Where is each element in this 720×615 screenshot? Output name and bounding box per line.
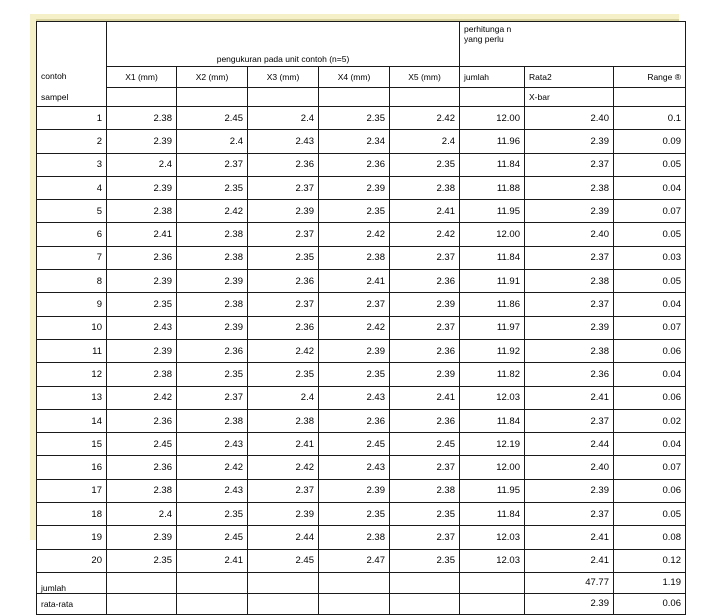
cell-x2: 2.38 <box>177 409 248 432</box>
cell-x5: 2.39 <box>390 363 460 386</box>
cell-x2: 2.35 <box>177 176 248 199</box>
cell-sample-no: 6 <box>37 223 107 246</box>
top-accent-bar <box>33 14 679 19</box>
footer-jumlah-label: jumlah <box>37 572 107 593</box>
table-row <box>37 153 686 176</box>
cell-x4: 2.36 <box>319 409 390 432</box>
cell-x3: 2.45 <box>248 549 319 572</box>
table-row <box>37 107 686 130</box>
cell-x1: 2.4 <box>107 153 177 176</box>
cell-x1: 2.39 <box>107 130 177 153</box>
cell-x1: 2.43 <box>107 316 177 339</box>
cell-x4: 2.45 <box>319 433 390 456</box>
cell-x3: 2.36 <box>248 153 319 176</box>
header-row-xbar <box>37 88 686 107</box>
cell-x4: 2.35 <box>319 107 390 130</box>
cell-range: 0.05 <box>614 223 686 246</box>
cell-jumlah: 12.00 <box>460 223 525 246</box>
cell-range: 0.06 <box>614 386 686 409</box>
cell-x4: 2.39 <box>319 339 390 362</box>
cell-jumlah: 12.00 <box>460 107 525 130</box>
cell-sample-no: 14 <box>37 409 107 432</box>
cell-range: 0.07 <box>614 316 686 339</box>
header-contoh-label: contoh <box>41 70 67 81</box>
cell-x1: 2.36 <box>107 409 177 432</box>
cell-x4: 2.36 <box>319 153 390 176</box>
header-x5: X5 (mm) <box>390 67 460 88</box>
cell-rata2: 2.37 <box>525 293 614 316</box>
cell-jumlah: 11.96 <box>460 130 525 153</box>
cell-x2: 2.43 <box>177 479 248 502</box>
cell-x1: 2.38 <box>107 200 177 223</box>
cell-x5: 2.37 <box>390 456 460 479</box>
cell-sample-no: 7 <box>37 246 107 269</box>
cell-rata2: 2.38 <box>525 270 614 293</box>
cell-x3: 2.38 <box>248 409 319 432</box>
cell-x5: 2.35 <box>390 153 460 176</box>
table-row <box>37 549 686 572</box>
table-row <box>37 130 686 153</box>
table-row <box>37 246 686 269</box>
cell-x2: 2.38 <box>177 223 248 246</box>
cell-x5: 2.36 <box>390 409 460 432</box>
header-row-columns <box>37 67 686 88</box>
cell-x5: 2.42 <box>390 107 460 130</box>
cell-sample-no: 19 <box>37 526 107 549</box>
cell-x3: 2.42 <box>248 339 319 362</box>
cell-x5: 2.35 <box>390 503 460 526</box>
cell-range: 0.04 <box>614 433 686 456</box>
cell-x1: 2.4 <box>107 503 177 526</box>
cell-x5: 2.37 <box>390 316 460 339</box>
table-row <box>37 409 686 432</box>
header-contoh <box>37 22 107 88</box>
header-jumlah: jumlah <box>460 67 525 88</box>
cell-x1: 2.39 <box>107 339 177 362</box>
cell-x3: 2.36 <box>248 270 319 293</box>
cell-x2: 2.36 <box>177 339 248 362</box>
header-x1: X1 (mm) <box>107 67 177 88</box>
cell-x4: 2.35 <box>319 200 390 223</box>
cell-jumlah: 11.86 <box>460 293 525 316</box>
cell-x2: 2.39 <box>177 316 248 339</box>
cell-x3: 2.36 <box>248 316 319 339</box>
cell-sample-no: 8 <box>37 270 107 293</box>
cell-rata2: 2.36 <box>525 363 614 386</box>
cell-x5: 2.37 <box>390 526 460 549</box>
cell-x1: 2.45 <box>107 433 177 456</box>
cell-jumlah: 12.03 <box>460 386 525 409</box>
cell-x4: 2.42 <box>319 223 390 246</box>
cell-jumlah: 11.92 <box>460 339 525 362</box>
cell-x1: 2.39 <box>107 176 177 199</box>
table-row <box>37 433 686 456</box>
cell-x4: 2.47 <box>319 549 390 572</box>
cell-x2: 2.35 <box>177 363 248 386</box>
cell-x3: 2.35 <box>248 363 319 386</box>
cell-x4: 2.35 <box>319 503 390 526</box>
cell-rata2: 2.41 <box>525 386 614 409</box>
header-perhitungan: perhitunga n yang perlu <box>460 22 525 67</box>
cell-rata2: 2.41 <box>525 549 614 572</box>
cell-x4: 2.38 <box>319 526 390 549</box>
cell-rata2: 2.41 <box>525 526 614 549</box>
cell-x3: 2.43 <box>248 130 319 153</box>
cell-x4: 2.38 <box>319 246 390 269</box>
cell-jumlah: 11.84 <box>460 153 525 176</box>
footer-jumlah-rata2: 47.77 <box>525 572 614 593</box>
cell-rata2: 2.44 <box>525 433 614 456</box>
cell-x1: 2.36 <box>107 246 177 269</box>
cell-x4: 2.41 <box>319 270 390 293</box>
header-xbar: X-bar <box>525 88 614 107</box>
footer-rata-row <box>37 593 686 614</box>
cell-sample-no: 9 <box>37 293 107 316</box>
cell-jumlah: 11.95 <box>460 479 525 502</box>
cell-x1: 2.36 <box>107 456 177 479</box>
cell-range: 0.05 <box>614 153 686 176</box>
cell-sample-no: 12 <box>37 363 107 386</box>
cell-x2: 2.4 <box>177 130 248 153</box>
cell-x3: 2.44 <box>248 526 319 549</box>
footer-rata-rata2: 2.39 <box>525 593 614 614</box>
cell-x1: 2.38 <box>107 107 177 130</box>
cell-x5: 2.36 <box>390 270 460 293</box>
header-blank <box>525 22 686 67</box>
cell-range: 0.05 <box>614 270 686 293</box>
cell-x2: 2.41 <box>177 549 248 572</box>
cell-jumlah: 11.95 <box>460 200 525 223</box>
cell-x5: 2.36 <box>390 339 460 362</box>
cell-x3: 2.42 <box>248 456 319 479</box>
table-row <box>37 456 686 479</box>
cell-jumlah: 11.88 <box>460 176 525 199</box>
cell-x2: 2.37 <box>177 153 248 176</box>
footer-rata-range: 0.06 <box>614 593 686 614</box>
cell-x3: 2.37 <box>248 293 319 316</box>
cell-x5: 2.45 <box>390 433 460 456</box>
cell-rata2: 2.37 <box>525 153 614 176</box>
cell-x2: 2.42 <box>177 456 248 479</box>
cell-x1: 2.41 <box>107 223 177 246</box>
cell-range: 0.07 <box>614 200 686 223</box>
cell-range: 0.03 <box>614 246 686 269</box>
cell-range: 0.04 <box>614 176 686 199</box>
table-row <box>37 200 686 223</box>
header-x3: X3 (mm) <box>248 67 319 88</box>
header-x4: X4 (mm) <box>319 67 390 88</box>
cell-rata2: 2.40 <box>525 456 614 479</box>
cell-x2: 2.45 <box>177 526 248 549</box>
cell-x4: 2.39 <box>319 176 390 199</box>
cell-range: 0.05 <box>614 503 686 526</box>
cell-rata2: 2.38 <box>525 339 614 362</box>
cell-x2: 2.43 <box>177 433 248 456</box>
cell-x5: 2.4 <box>390 130 460 153</box>
cell-x1: 2.39 <box>107 270 177 293</box>
cell-sample-no: 4 <box>37 176 107 199</box>
cell-sample-no: 2 <box>37 130 107 153</box>
cell-range: 0.1 <box>614 107 686 130</box>
cell-jumlah: 12.00 <box>460 456 525 479</box>
cell-rata2: 2.39 <box>525 200 614 223</box>
cell-rata2: 2.39 <box>525 479 614 502</box>
cell-x2: 2.45 <box>177 107 248 130</box>
cell-sample-no: 13 <box>37 386 107 409</box>
cell-x2: 2.39 <box>177 270 248 293</box>
cell-x3: 2.37 <box>248 479 319 502</box>
cell-x4: 2.37 <box>319 293 390 316</box>
cell-x2: 2.35 <box>177 503 248 526</box>
header-row-top <box>37 22 686 67</box>
cell-sample-no: 10 <box>37 316 107 339</box>
cell-x5: 2.39 <box>390 293 460 316</box>
cell-sample-no: 17 <box>37 479 107 502</box>
cell-rata2: 2.37 <box>525 246 614 269</box>
cell-jumlah: 11.91 <box>460 270 525 293</box>
cell-x2: 2.38 <box>177 293 248 316</box>
footer-jumlah-range: 1.19 <box>614 572 686 593</box>
table-row <box>37 270 686 293</box>
cell-jumlah: 12.03 <box>460 549 525 572</box>
header-pengukuran: pengukuran pada unit contoh (n=5) <box>107 22 460 67</box>
cell-jumlah: 11.84 <box>460 503 525 526</box>
cell-x4: 2.42 <box>319 316 390 339</box>
header-sampel-label: sampel <box>41 91 69 102</box>
cell-range: 0.08 <box>614 526 686 549</box>
table-row <box>37 316 686 339</box>
table-row <box>37 479 686 502</box>
cell-range: 0.09 <box>614 130 686 153</box>
footer-jumlah-row <box>37 572 686 593</box>
cell-sample-no: 1 <box>37 107 107 130</box>
cell-sample-no: 5 <box>37 200 107 223</box>
footer-rata-label: rata-rata <box>37 593 107 614</box>
table-row <box>37 223 686 246</box>
cell-x3: 2.39 <box>248 200 319 223</box>
cell-x1: 2.35 <box>107 293 177 316</box>
table-row <box>37 339 686 362</box>
cell-x4: 2.34 <box>319 130 390 153</box>
cell-sample-no: 11 <box>37 339 107 362</box>
cell-sample-no: 15 <box>37 433 107 456</box>
cell-range: 0.12 <box>614 549 686 572</box>
cell-range: 0.02 <box>614 409 686 432</box>
cell-range: 0.04 <box>614 293 686 316</box>
cell-range: 0.04 <box>614 363 686 386</box>
cell-x4: 2.39 <box>319 479 390 502</box>
cell-x3: 2.41 <box>248 433 319 456</box>
cell-rata2: 2.39 <box>525 316 614 339</box>
cell-x5: 2.38 <box>390 176 460 199</box>
table-row <box>37 363 686 386</box>
cell-rata2: 2.38 <box>525 176 614 199</box>
cell-jumlah: 11.84 <box>460 246 525 269</box>
cell-x3: 2.39 <box>248 503 319 526</box>
header-range: Range ® <box>614 67 686 88</box>
cell-x3: 2.4 <box>248 386 319 409</box>
cell-jumlah: 11.82 <box>460 363 525 386</box>
cell-x2: 2.42 <box>177 200 248 223</box>
cell-x4: 2.43 <box>319 386 390 409</box>
cell-rata2: 2.39 <box>525 130 614 153</box>
cell-x1: 2.38 <box>107 479 177 502</box>
cell-sample-no: 3 <box>37 153 107 176</box>
cell-x1: 2.42 <box>107 386 177 409</box>
cell-sample-no: 20 <box>37 549 107 572</box>
cell-x5: 2.41 <box>390 200 460 223</box>
header-rata2: Rata2 <box>525 67 614 88</box>
table-row <box>37 386 686 409</box>
cell-range: 0.06 <box>614 479 686 502</box>
cell-range: 0.06 <box>614 339 686 362</box>
table-row <box>37 176 686 199</box>
cell-x1: 2.38 <box>107 363 177 386</box>
cell-x1: 2.39 <box>107 526 177 549</box>
cell-x5: 2.38 <box>390 479 460 502</box>
cell-rata2: 2.37 <box>525 503 614 526</box>
cell-x3: 2.35 <box>248 246 319 269</box>
measurement-table <box>36 21 686 615</box>
cell-jumlah: 12.03 <box>460 526 525 549</box>
cell-rata2: 2.40 <box>525 107 614 130</box>
table-row <box>37 503 686 526</box>
cell-x5: 2.41 <box>390 386 460 409</box>
cell-jumlah: 12.19 <box>460 433 525 456</box>
cell-x2: 2.38 <box>177 246 248 269</box>
cell-jumlah: 11.97 <box>460 316 525 339</box>
cell-x1: 2.35 <box>107 549 177 572</box>
cell-x5: 2.37 <box>390 246 460 269</box>
cell-sample-no: 16 <box>37 456 107 479</box>
cell-x3: 2.37 <box>248 223 319 246</box>
cell-x3: 2.37 <box>248 176 319 199</box>
table-row <box>37 293 686 316</box>
cell-range: 0.07 <box>614 456 686 479</box>
cell-x4: 2.43 <box>319 456 390 479</box>
cell-rata2: 2.40 <box>525 223 614 246</box>
table-row <box>37 526 686 549</box>
cell-rata2: 2.37 <box>525 409 614 432</box>
header-sampel <box>37 88 107 107</box>
cell-jumlah: 11.84 <box>460 409 525 432</box>
cell-x5: 2.35 <box>390 549 460 572</box>
data-rows <box>37 107 686 573</box>
cell-x4: 2.35 <box>319 363 390 386</box>
cell-sample-no: 18 <box>37 503 107 526</box>
cell-x5: 2.42 <box>390 223 460 246</box>
cell-x2: 2.37 <box>177 386 248 409</box>
cell-x3: 2.4 <box>248 107 319 130</box>
header-x2: X2 (mm) <box>177 67 248 88</box>
